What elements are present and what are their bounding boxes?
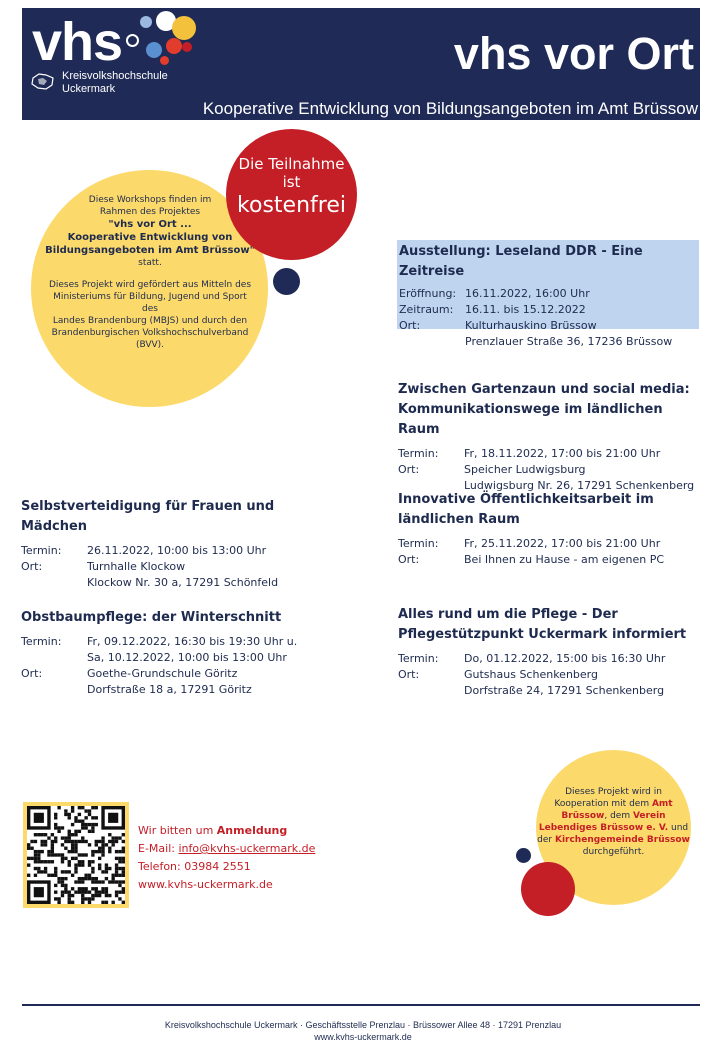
event-details: [398, 651, 698, 699]
detail-label: Ort:: [398, 553, 420, 566]
detail-value: Klockow Nr. 30 a, 17291 Schönfeld: [87, 576, 279, 589]
detail-label: Ort:: [398, 463, 420, 476]
detail-label: [398, 683, 464, 699]
decorative-dot: [516, 848, 531, 863]
event-title: Innovative Öffentlichkeitsarbeit im: [398, 492, 654, 507]
detail-value: Turnhalle Klockow: [87, 560, 186, 573]
event-detail-row: [398, 683, 698, 699]
funding-line: Dieses Projekt wird gefördert aus Mitteln des: [48, 280, 252, 290]
qr-code-image: [27, 806, 125, 904]
free-badge-line1: Die Teilnahme: [238, 155, 345, 173]
detail-value: 16.11.2022, 16:00 Uhr: [465, 287, 590, 300]
detail-label: Zeitraum:: [399, 303, 454, 316]
footer-website[interactable]: www.kvhs-uckermark.de: [314, 1032, 412, 1042]
detail-value: Sa, 10.12.2022, 10:00 bis 13:00 Uhr: [87, 651, 287, 664]
intro-line: Rahmen des Projektes: [99, 207, 201, 217]
detail-label: Ort:: [398, 668, 420, 681]
email-link[interactable]: info@kvhs-uckermark.de: [178, 842, 316, 855]
detail-label: Ort:: [399, 319, 421, 332]
event-ausstellung: [397, 240, 699, 348]
event-detail-row: [399, 286, 697, 302]
partner-amt: Amt: [651, 799, 673, 809]
partner-amt: Brüssow: [561, 811, 605, 821]
header-banner: [22, 8, 700, 120]
detail-label: [399, 334, 465, 350]
cooperation-text-part: , dem: [604, 811, 633, 821]
event-detail-row: [398, 446, 698, 462]
event-title: ländlichen Raum: [398, 512, 520, 527]
detail-value: Speicher Ludwigsburg: [464, 463, 586, 476]
logo-subtitle: [62, 70, 168, 96]
detail-value: Prenzlauer Straße 36, 17236 Brüssow: [465, 335, 673, 348]
event-pflege: [398, 605, 698, 699]
event-detail-row: [398, 536, 698, 552]
footer-divider: [22, 1004, 700, 1006]
registration-text: Wir bitten um: [138, 824, 217, 837]
cooperation-line: Dieses Projekt wird in: [565, 787, 662, 797]
intro-project-name: "vhs vor Ort ...: [108, 219, 192, 230]
event-detail-row: [21, 666, 341, 682]
registration-note: [138, 822, 315, 840]
event-detail-row: [21, 650, 341, 666]
event-title: Ausstellung: Leseland DDR - Eine Zeitreise: [399, 244, 643, 279]
logo-subtitle-line1: Kreisvolkshochschule: [62, 70, 168, 82]
cooperation-line: durchgeführt.: [582, 847, 645, 857]
detail-label: Ort:: [21, 560, 43, 573]
page-title: vhs vor Ort: [453, 28, 694, 79]
detail-label: Termin:: [398, 447, 439, 460]
event-detail-row: [398, 462, 698, 478]
intro-project-name: Bildungsangeboten im Amt Brüssow": [45, 245, 255, 256]
event-detail-row: [399, 302, 697, 318]
funding-line: Landes Brandenburg (MBJS) und durch den: [52, 316, 248, 326]
event-details: [398, 446, 698, 494]
cooperation-line: [536, 798, 691, 810]
intro-line: statt.: [138, 258, 162, 268]
event-detail-row: [21, 543, 341, 559]
cooperation-text-part: Kooperation mit dem: [554, 799, 652, 809]
detail-label: [21, 682, 87, 698]
detail-label: Termin:: [21, 544, 62, 557]
detail-value: Dorfstraße 24, 17291 Schenkenberg: [464, 684, 665, 697]
detail-label: [21, 650, 87, 666]
event-detail-row: [21, 575, 341, 591]
event-detail-row: [398, 552, 698, 568]
event-detail-row: [399, 318, 697, 334]
footer: [0, 1019, 726, 1043]
event-obstbaumpflege: [21, 608, 341, 698]
intro-project-name: Kooperative Entwicklung von: [67, 232, 233, 243]
intro-line: Diese Workshops finden im: [88, 195, 212, 205]
event-detail-row: [398, 667, 698, 683]
cooperation-line: [536, 810, 691, 822]
detail-label: [21, 575, 87, 591]
event-details: [21, 634, 341, 698]
cooperation-text-part: der: [537, 835, 555, 845]
detail-value: Gutshaus Schenkenberg: [464, 668, 598, 681]
cooperation-text-part: und: [668, 823, 689, 833]
event-detail-row: [399, 334, 697, 350]
event-details: [399, 286, 697, 350]
event-title: Kommunikationswege im ländlichen Raum: [398, 402, 663, 437]
detail-value: Bei Ihnen zu Hause - am eigenen PC: [464, 553, 665, 566]
detail-value: Ludwigsburg Nr. 26, 17291 Schenkenberg: [464, 479, 695, 492]
detail-value: Fr, 09.12.2022, 16:30 bis 19:30 Uhr u.: [87, 635, 298, 648]
event-details: [21, 543, 341, 591]
event-detail-row: [21, 682, 341, 698]
detail-label: Termin:: [398, 537, 439, 550]
partner-verein: Lebendiges Brüssow e. V.: [538, 823, 669, 833]
partner-kirchengemeinde: Kirchengemeinde Brüssow: [554, 835, 690, 845]
website-link[interactable]: www.kvhs-uckermark.de: [138, 878, 273, 891]
detail-value: Do, 01.12.2022, 15:00 bis 16:30 Uhr: [464, 652, 666, 665]
footer-address: Kreisvolkshochschule Uckermark · Geschäftsstelle Prenzlau · Brüssower Allee 48 · 17291 Prenzlau: [164, 1020, 562, 1030]
detail-label: Ort:: [21, 667, 43, 680]
registration-bold: Anmeldung: [216, 824, 288, 837]
detail-value: 16.11. bis 15.12.2022: [465, 303, 586, 316]
funding-line: (BVV).: [135, 340, 165, 350]
free-badge-text: [226, 155, 357, 221]
map-icon: [30, 72, 56, 92]
event-title: Zwischen Gartenzaun und social media:: [398, 382, 690, 397]
event-detail-row: [21, 634, 341, 650]
logo-bubble: [172, 16, 196, 40]
vhs-logo: vhs: [32, 12, 123, 72]
email-label: E-Mail:: [138, 842, 179, 855]
contact-block: [138, 822, 315, 894]
event-title: Alles rund um die Pflege - Der: [398, 607, 618, 622]
qr-code[interactable]: [23, 802, 129, 908]
event-oeffentlichkeitsarbeit: [398, 490, 698, 568]
event-gartenzaun: [398, 380, 698, 494]
decorative-dot: [521, 862, 575, 916]
free-badge-line2: ist: [282, 173, 301, 191]
event-title: Selbstverteidigung für Frauen und Mädchen: [21, 499, 275, 534]
event-details: [398, 536, 698, 568]
detail-value: Fr, 25.11.2022, 17:00 bis 21:00 Uhr: [464, 537, 661, 550]
logo-bubble: [160, 56, 169, 65]
logo-bubble: [140, 16, 152, 28]
event-selbstverteidigung: [21, 497, 341, 591]
event-title: Obstbaumpflege: der Winterschnitt: [21, 610, 282, 625]
detail-value: 26.11.2022, 10:00 bis 13:00 Uhr: [87, 544, 267, 557]
page-subtitle: Kooperative Entwicklung von Bildungsangeboten im Amt Brüssow: [202, 99, 698, 118]
cooperation-line: [536, 834, 691, 846]
detail-value: Dorfstraße 18 a, 17291 Göritz: [87, 683, 252, 696]
intro-text: [44, 194, 256, 351]
detail-value: Goethe-Grundschule Göritz: [87, 667, 238, 680]
cooperation-text: [536, 786, 691, 858]
logo-bubble: [146, 42, 162, 58]
funding-line: Ministeriums für Bildung, Jugend und Sport des: [53, 292, 247, 314]
decorative-dot: [273, 268, 300, 295]
event-title: Pflegestützpunkt Uckermark informiert: [398, 627, 687, 642]
partner-verein: Verein: [632, 811, 666, 821]
detail-value: Kulturhauskino Brüssow: [465, 319, 597, 332]
detail-label: Eröffnung:: [399, 287, 457, 300]
event-detail-row: [21, 559, 341, 575]
detail-label: Termin:: [398, 652, 439, 665]
event-detail-row: [398, 651, 698, 667]
free-badge-line3: kostenfrei: [237, 193, 346, 218]
phone-number: Telefon: 03984 2551: [138, 860, 251, 873]
funding-line: Brandenburgischen Volkshochschulverband: [51, 328, 249, 338]
detail-value: Fr, 18.11.2022, 17:00 bis 21:00 Uhr: [464, 447, 661, 460]
logo-bubble: [182, 42, 192, 52]
logo-subtitle-line2: Uckermark: [62, 83, 116, 95]
email-line: [138, 840, 315, 858]
cooperation-line: [536, 822, 691, 834]
logo-bubble: [166, 38, 182, 54]
detail-label: Termin:: [21, 635, 62, 648]
logo-bubble: [126, 34, 139, 47]
